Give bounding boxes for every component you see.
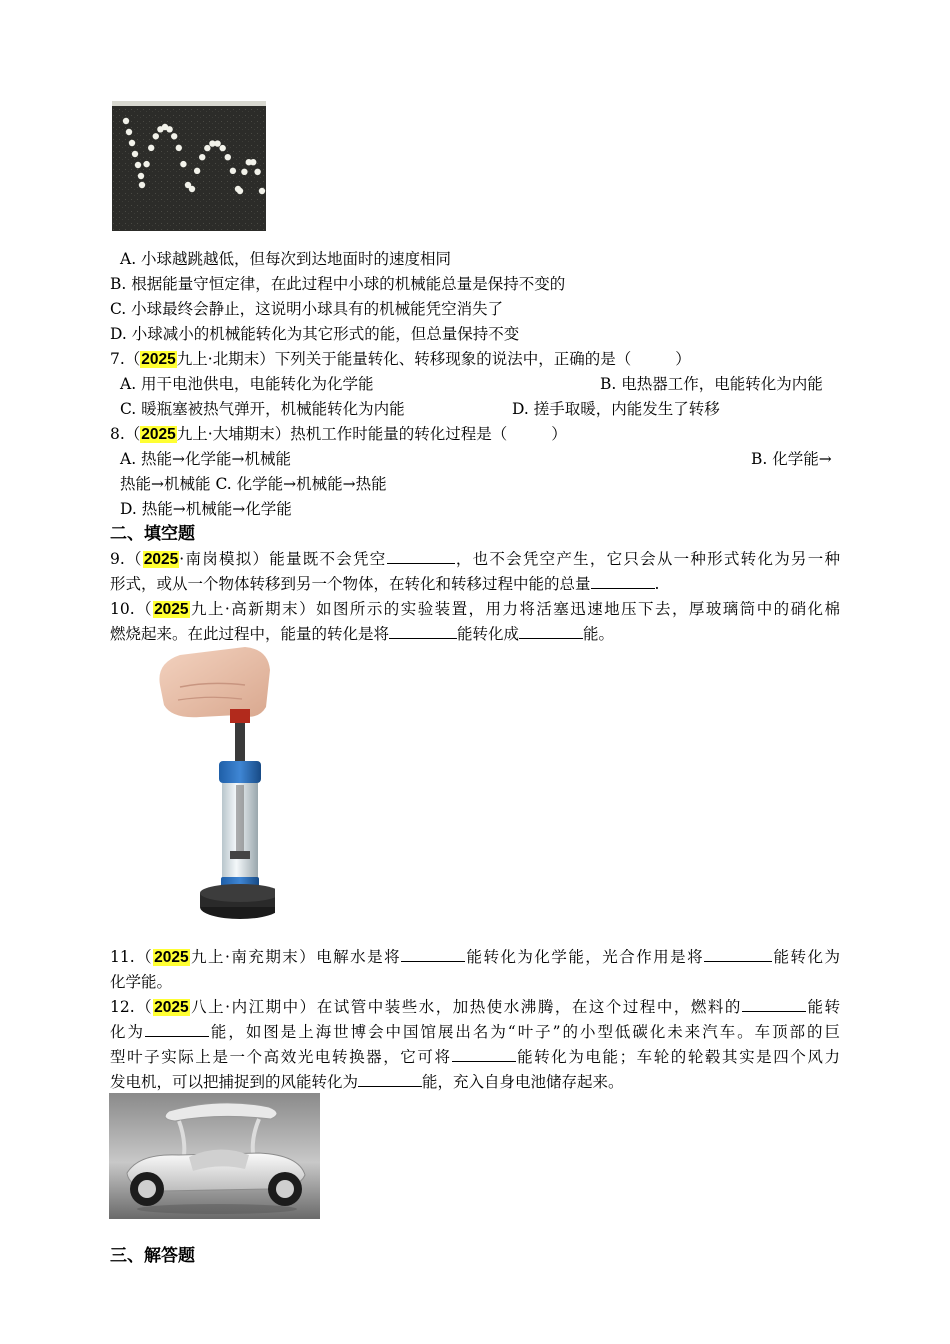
answer-blank[interactable] bbox=[704, 946, 772, 962]
ball-image bbox=[219, 145, 225, 151]
ball-image bbox=[204, 145, 210, 151]
q6-option-c: C. 小球最终会静止，这说明小球具有的机械能凭空消失了 bbox=[110, 300, 504, 318]
q10-line2: 燃烧起来。在此过程中，能量的转化是将 能转化成 能。 bbox=[110, 625, 615, 643]
ball-image bbox=[126, 129, 132, 135]
q6-option-a: A. 小球越跳越低，但每次到达地面时的速度相同 bbox=[120, 250, 452, 268]
answer-blank[interactable] bbox=[519, 623, 583, 639]
ball-image bbox=[225, 154, 231, 160]
q8-option-b-part1: B. 化学能→ bbox=[751, 450, 832, 468]
ball-image bbox=[176, 145, 182, 151]
ball-image bbox=[148, 145, 154, 151]
section-heading-answer: 三、解答题 bbox=[110, 1246, 195, 1265]
q8-option-b-part2-and-c: 热能→机械能 C. 化学能→机械能→热能 bbox=[120, 475, 387, 493]
ball-image bbox=[254, 169, 260, 175]
ball-image bbox=[166, 126, 172, 132]
q6-option-b: B. 根据能量守恒定律，在此过程中小球的机械能总量是保持不变的 bbox=[110, 275, 566, 293]
ball-image bbox=[139, 182, 145, 188]
answer-blank[interactable] bbox=[387, 548, 455, 564]
ball-image bbox=[132, 151, 138, 157]
ball-image bbox=[153, 133, 159, 139]
answer-blank[interactable] bbox=[358, 1071, 422, 1087]
ball-image bbox=[189, 186, 195, 192]
q12-line3: 型叶子实际上是一个高效光电转换器，它可将 能转化为电能；车轮的轮毂其实是四个风力 bbox=[110, 1048, 840, 1066]
ball-image bbox=[237, 188, 243, 194]
leaf-concept-car-photo bbox=[109, 1093, 320, 1219]
answer-blank[interactable] bbox=[145, 1021, 209, 1037]
q8-option-a: A. 热能→化学能→机械能 bbox=[120, 450, 292, 468]
year-highlight: 2025 bbox=[154, 999, 189, 1016]
ball-image bbox=[250, 159, 256, 165]
q7-option-d: D. 搓手取暖，内能发生了转移 bbox=[512, 400, 720, 418]
ball-image bbox=[259, 188, 265, 194]
q8-option-c: C. 化学能→机械能→热能 bbox=[215, 475, 387, 493]
q7-option-b: B. 电热器工作，电能转化为内能 bbox=[600, 375, 823, 393]
ball-image bbox=[230, 168, 236, 174]
q8-stem: 8.（2025九上·大埔期末）热机工作时能量的转化过程是（ ） bbox=[110, 425, 567, 443]
answer-blank[interactable] bbox=[389, 623, 457, 639]
q12-line4: 发电机，可以把捕捉到的风能转化为 能，充入自身电池储存起来。 bbox=[110, 1073, 624, 1091]
bouncing-ball-photo bbox=[112, 101, 266, 231]
q8-option-d: D. 热能→机械能→化学能 bbox=[120, 500, 292, 518]
ball-image bbox=[214, 140, 220, 146]
answer-blank[interactable] bbox=[742, 996, 806, 1012]
ball-image bbox=[143, 161, 149, 167]
ball-image bbox=[129, 140, 135, 146]
q6-option-d: D. 小球减小的机械能转化为其它形式的能，但总量保持不变 bbox=[110, 325, 520, 343]
ball-image bbox=[180, 161, 186, 167]
q11-line1: 11.（2025九上·南充期末）电解水是将 能转化为化学能，光合作用是将 能转化为 bbox=[110, 948, 840, 966]
q12-line2: 化为 能，如图是上海世博会中国馆展出名为“叶子”的小型低碳化未来汽车。车顶部的巨 bbox=[110, 1023, 840, 1041]
year-highlight: 2025 bbox=[154, 949, 189, 966]
q9-line2: 形式，或从一个物体转移到另一个物体，在转化和转移过程中能的总量 . bbox=[110, 575, 660, 593]
q7-stem: 7.（2025九上·北期末）下列关于能量转化、转移现象的说法中，正确的是（ ） bbox=[110, 350, 691, 368]
answer-blank[interactable] bbox=[452, 1046, 516, 1062]
q9-line1: 9.（2025·南岗模拟）能量既不会凭空 ，也不会凭空产生，它只会从一种形式转化为另一种 bbox=[110, 550, 840, 568]
year-highlight: 2025 bbox=[141, 351, 176, 368]
fire-piston-photo bbox=[150, 645, 275, 927]
ball-image bbox=[199, 154, 205, 160]
ball-image bbox=[135, 162, 141, 168]
q7-option-a: A. 用干电池供电，电能转化为化学能 bbox=[120, 375, 374, 393]
section-heading-fill-blank: 二、填空题 bbox=[110, 524, 195, 543]
ball-image bbox=[171, 133, 177, 139]
ball-image bbox=[138, 173, 144, 179]
q7-option-c: C. 暖瓶塞被热气弹开，机械能转化为内能 bbox=[120, 400, 405, 418]
q12-line1: 12.（2025八上·内江期中）在试管中装些水，加热使水沸腾，在这个过程中，燃料的 能转 bbox=[110, 998, 840, 1016]
year-highlight: 2025 bbox=[143, 551, 179, 568]
answer-blank[interactable] bbox=[591, 573, 655, 589]
q11-line2: 化学能。 bbox=[110, 973, 173, 991]
q10-line1: 10.（2025九上·高新期末）如图所示的实验装置，用力将活塞迅速地压下去，厚玻璃筒中的硝化棉 bbox=[110, 600, 840, 618]
ball-image bbox=[194, 168, 200, 174]
ball-image bbox=[241, 169, 247, 175]
year-highlight: 2025 bbox=[141, 426, 176, 443]
year-highlight: 2025 bbox=[154, 601, 189, 618]
answer-blank[interactable] bbox=[401, 946, 465, 962]
ball-image bbox=[123, 118, 129, 124]
